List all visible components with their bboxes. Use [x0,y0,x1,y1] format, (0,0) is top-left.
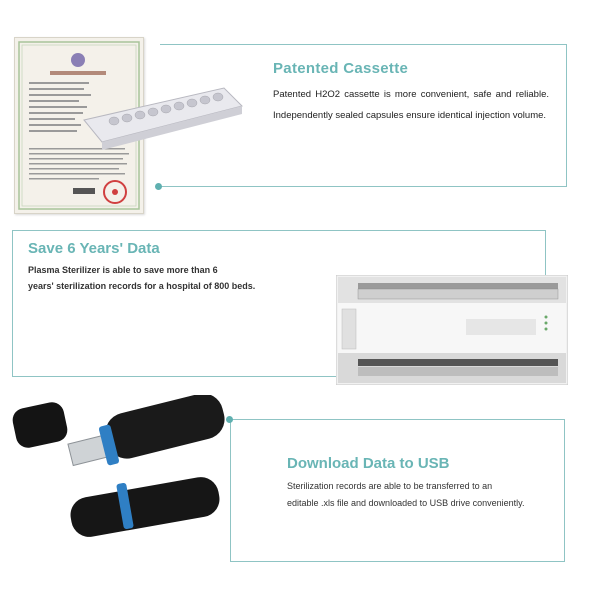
s1-frame-dot [155,183,162,190]
download-usb-title: Download Data to USB [287,455,450,472]
usb-drive-image [10,395,240,545]
s2-frame-right [545,230,546,278]
s3-frame-top [230,419,565,420]
s1-frame-top [160,44,567,45]
s2-frame-left [12,230,13,377]
s1-frame-bottom [160,186,567,187]
s3-frame-bottom [230,561,565,562]
save-data-line-2: years' sterilization records for a hospital of 800 beds. [28,281,256,291]
save-data-title: Save 6 Years' Data [28,240,160,257]
plc-controller-image [336,275,568,385]
download-usb-line-2: editable .xls file and downloaded to USB drive conveniently. [287,498,525,508]
cassette-image [74,80,244,150]
download-usb-line-1: Sterilization records are able to be transferred to an [287,481,493,491]
patented-cassette-title: Patented Cassette [273,60,409,77]
download-usb-description [287,478,567,512]
save-data-line-1: Plasma Sterilizer is able to save more than 6 [28,265,218,275]
s2-frame-bottom [12,376,338,377]
s2-frame-top [12,230,546,231]
patented-cassette-description: Patented H2O2 cassette is more convenient, safe and reliable. Independently sealed capsules ensure identical injection volume. [273,89,549,121]
save-data-description [28,262,328,294]
s1-frame-right [566,44,567,187]
